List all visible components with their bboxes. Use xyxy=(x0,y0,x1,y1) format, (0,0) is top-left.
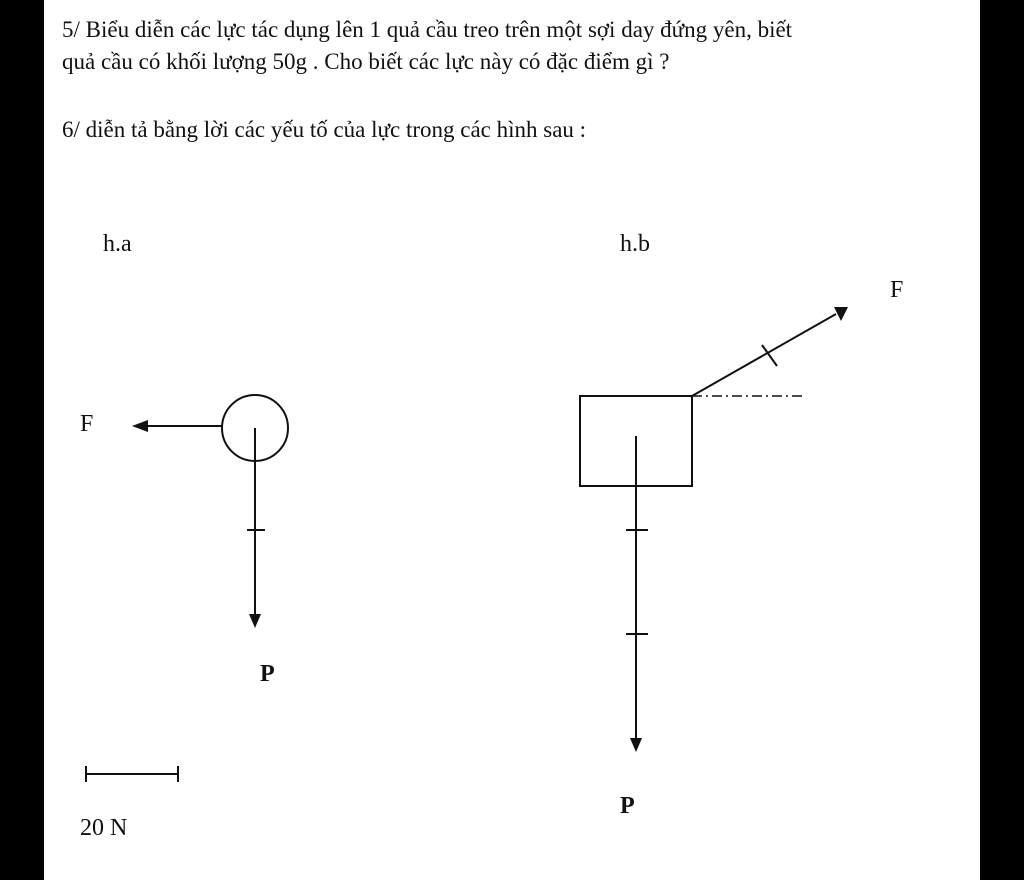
figure-a-force-arrowhead xyxy=(132,420,148,432)
figure-a-title: h.a xyxy=(103,231,132,257)
figure-a-weight-arrowhead xyxy=(249,614,261,628)
figure-a-force-label: F xyxy=(80,411,94,437)
figure-b-force-arrowhead xyxy=(834,307,848,321)
question-5-line-2: quả cầu có khối lượng 50g . Cho biết các lực này có đặc điểm gì ? xyxy=(62,49,670,74)
figure-b-weight-arrowhead xyxy=(630,738,642,752)
question-5-line-1: 5/ Biểu diễn các lực tác dụng lên 1 quả cầu treo trên một sợi day đứng yên, biết xyxy=(62,17,793,42)
figure-b-title: h.b xyxy=(620,231,650,257)
figure-b-force-arrow xyxy=(692,314,836,396)
figure-b-weight-label: P xyxy=(620,793,635,819)
figure-b-force-label: F xyxy=(890,277,904,303)
question-6-line-1: 6/ diễn tả bằng lời các yếu tố của lực trong các hình sau : xyxy=(62,117,587,142)
figure-a-weight-label: P xyxy=(260,661,275,687)
scale-label: 20 N xyxy=(80,815,128,841)
